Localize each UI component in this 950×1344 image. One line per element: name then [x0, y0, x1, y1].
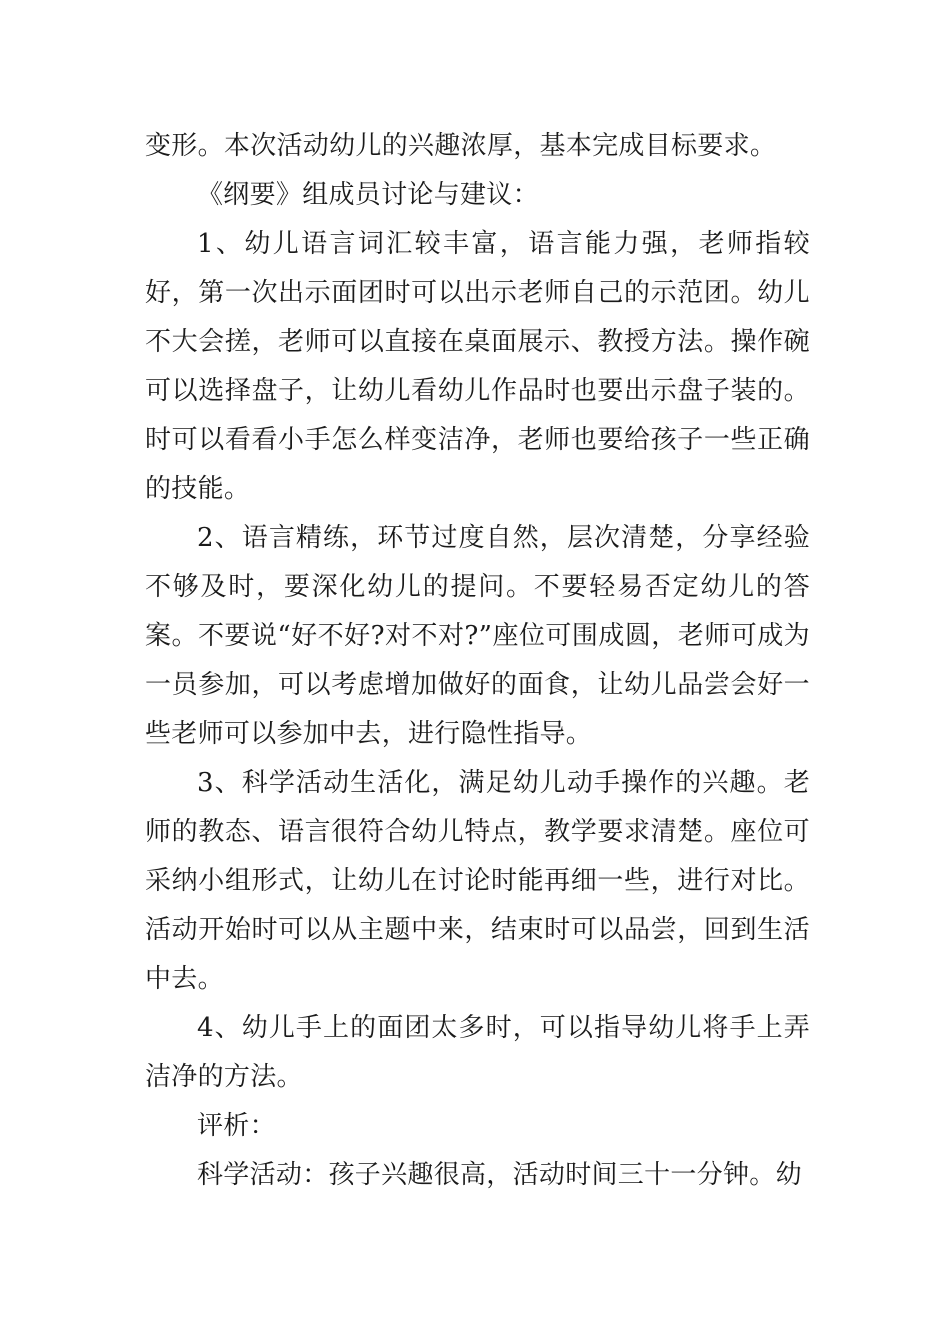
- document-body: [145, 122, 810, 1200]
- paragraph-analysis-body: 科学活动：孩子兴趣很高，活动时间三十一分钟。幼: [197, 1160, 802, 1190]
- paragraph-suggestion-2: 2、语言精练，环节过度自然，层次清楚，分享经验不够及时，要深化幼儿的提问。不要轻易否定幼儿的答案。不要说“好不好?对不对?”座位可围成圆，老师可成为一员参加，可以考虑增加做好的面食，让幼儿品尝会好一些老师可以参加中去，进行隐性指导。: [145, 523, 810, 749]
- paragraph-suggestion-1: 1、幼儿语言词汇较丰富，语言能力强，老师指较好，第一次出示面团时可以出示老师自己的示范团。幼儿不大会搓，老师可以直接在桌面展示、教授方法。操作碗可以选择盘子，让幼儿看幼儿作品时也要出示盘子装的。时可以看看小手怎么样变洁净，老师也要给孩子一些正确的技能。: [145, 229, 810, 504]
- paragraph-analysis-heading: 评析：: [197, 1111, 276, 1141]
- paragraph-suggestion-3: 3、科学活动生活化，满足幼儿动手操作的兴趣。老师的教态、语言很符合幼儿特点，教学要求清楚。座位可采纳小组形式，让幼儿在讨论时能再细一些，进行对比。活动开始时可以从主题中来，结束时可以品尝，回到生活中去。: [145, 768, 810, 994]
- paragraph-suggestion-4: 4、幼儿手上的面团太多时，可以指导幼儿将手上弄洁净的方法。: [145, 1013, 810, 1092]
- paragraph-section-heading: 《纲要》组成员讨论与建议：: [197, 180, 539, 210]
- paragraph-continuation: 变形。本次活动幼儿的兴趣浓厚，基本完成目标要求。: [145, 131, 777, 161]
